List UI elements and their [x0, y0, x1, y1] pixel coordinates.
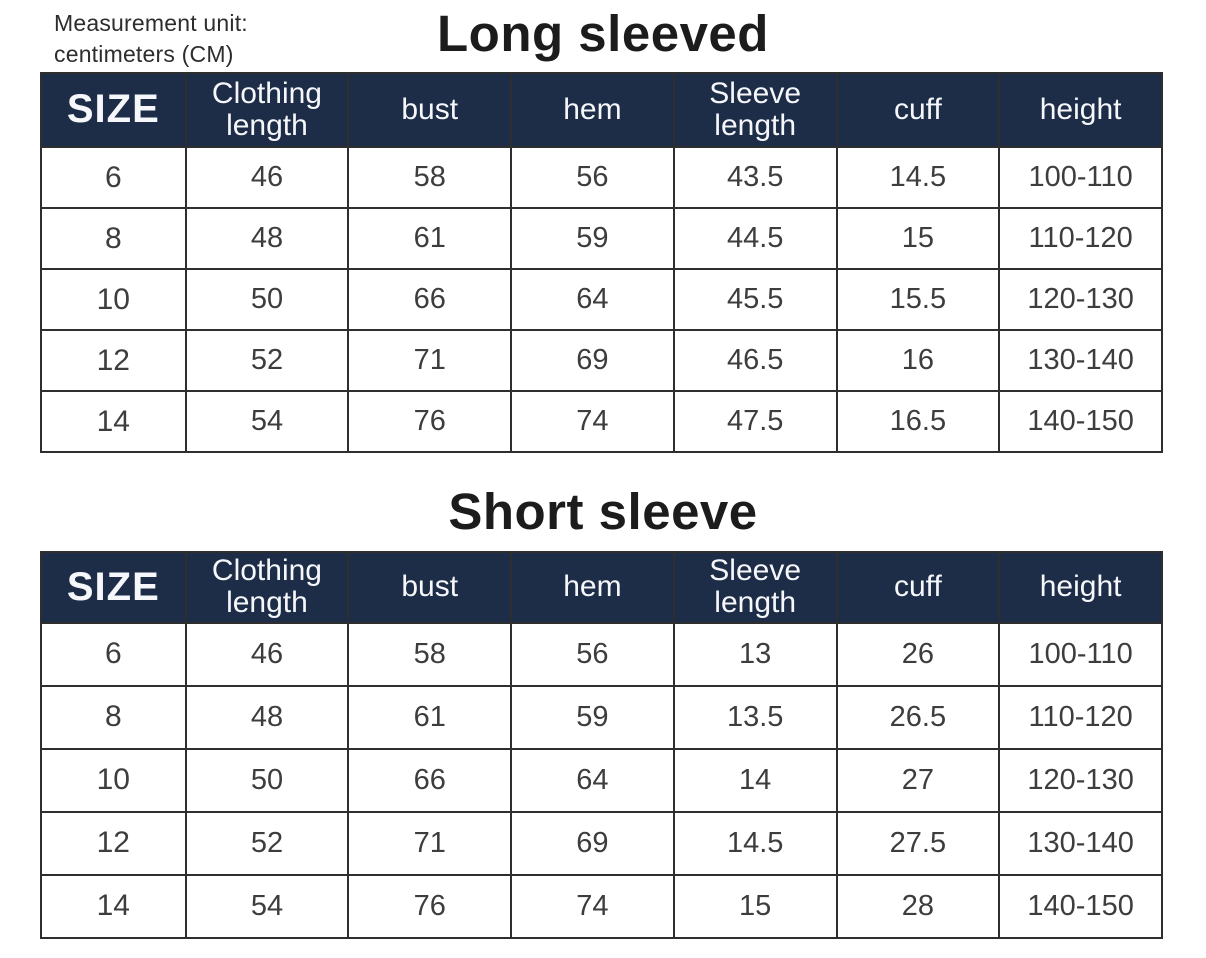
table-body	[41, 623, 1162, 938]
value-cell: 69	[511, 812, 674, 875]
value-cell: 110-120	[999, 208, 1162, 269]
value-cell: 48	[186, 208, 349, 269]
column-header: height	[999, 73, 1162, 147]
value-cell: 120-130	[999, 749, 1162, 812]
column-header: Sleeve length	[674, 552, 837, 623]
value-cell: 61	[348, 208, 511, 269]
size-cell: 10	[41, 749, 186, 812]
table-row	[41, 391, 1162, 452]
table-body	[41, 147, 1162, 452]
value-cell: 14.5	[674, 812, 837, 875]
header-row	[41, 552, 1162, 623]
value-cell: 110-120	[999, 686, 1162, 749]
value-cell: 45.5	[674, 269, 837, 330]
value-cell: 61	[348, 686, 511, 749]
value-cell: 15	[837, 208, 1000, 269]
measurement-unit-line1: Measurement unit:	[54, 10, 248, 36]
value-cell: 46.5	[674, 330, 837, 391]
column-header: Clothing length	[186, 73, 349, 147]
column-header: hem	[511, 73, 674, 147]
column-header: cuff	[837, 552, 1000, 623]
value-cell: 28	[837, 875, 1000, 938]
column-header: cuff	[837, 73, 1000, 147]
value-cell: 50	[186, 269, 349, 330]
value-cell: 64	[511, 749, 674, 812]
value-cell: 56	[511, 147, 674, 208]
value-cell: 100-110	[999, 147, 1162, 208]
value-cell: 26.5	[837, 686, 1000, 749]
size-column-header: SIZE	[41, 552, 186, 623]
value-cell: 66	[348, 269, 511, 330]
table-header	[41, 73, 1162, 147]
value-cell: 74	[511, 875, 674, 938]
table-row	[41, 875, 1162, 938]
value-cell: 26	[837, 623, 1000, 686]
table-row	[41, 147, 1162, 208]
value-cell: 43.5	[674, 147, 837, 208]
value-cell: 54	[186, 391, 349, 452]
column-header: Clothing length	[186, 552, 349, 623]
value-cell: 50	[186, 749, 349, 812]
table-row	[41, 269, 1162, 330]
value-cell: 14.5	[837, 147, 1000, 208]
value-cell: 120-130	[999, 269, 1162, 330]
value-cell: 27.5	[837, 812, 1000, 875]
value-cell: 48	[186, 686, 349, 749]
value-cell: 59	[511, 686, 674, 749]
column-header: height	[999, 552, 1162, 623]
value-cell: 130-140	[999, 812, 1162, 875]
header-row	[41, 73, 1162, 147]
value-cell: 130-140	[999, 330, 1162, 391]
table-row	[41, 208, 1162, 269]
value-cell: 59	[511, 208, 674, 269]
short-sleeve-title: Short sleeve	[448, 483, 758, 540]
table-row	[41, 623, 1162, 686]
value-cell: 54	[186, 875, 349, 938]
short-sleeve-title-wrap	[0, 481, 1206, 541]
size-cell: 12	[41, 330, 186, 391]
value-cell: 140-150	[999, 875, 1162, 938]
column-header: hem	[511, 552, 674, 623]
value-cell: 140-150	[999, 391, 1162, 452]
table-row	[41, 749, 1162, 812]
value-cell: 58	[348, 623, 511, 686]
value-cell: 13	[674, 623, 837, 686]
size-cell: 8	[41, 208, 186, 269]
table-row	[41, 812, 1162, 875]
measurement-unit-line2: centimeters (CM)	[54, 41, 234, 68]
column-header: bust	[348, 552, 511, 623]
table-row	[41, 330, 1162, 391]
table-row	[41, 686, 1162, 749]
size-cell: 6	[41, 623, 186, 686]
column-header: Sleeve length	[674, 73, 837, 147]
value-cell: 58	[348, 147, 511, 208]
size-cell: 14	[41, 391, 186, 452]
value-cell: 47.5	[674, 391, 837, 452]
value-cell: 52	[186, 330, 349, 391]
value-cell: 52	[186, 812, 349, 875]
size-cell: 6	[41, 147, 186, 208]
value-cell: 27	[837, 749, 1000, 812]
value-cell: 66	[348, 749, 511, 812]
value-cell: 76	[348, 391, 511, 452]
size-column-header: SIZE	[41, 73, 186, 147]
value-cell: 15.5	[837, 269, 1000, 330]
value-cell: 13.5	[674, 686, 837, 749]
value-cell: 69	[511, 330, 674, 391]
value-cell: 16	[837, 330, 1000, 391]
size-cell: 14	[41, 875, 186, 938]
value-cell: 64	[511, 269, 674, 330]
value-cell: 74	[511, 391, 674, 452]
page-header	[0, 0, 1206, 72]
value-cell: 14	[674, 749, 837, 812]
value-cell: 16.5	[837, 391, 1000, 452]
value-cell: 76	[348, 875, 511, 938]
long-sleeved-title: Long sleeved	[437, 5, 769, 62]
value-cell: 15	[674, 875, 837, 938]
value-cell: 44.5	[674, 208, 837, 269]
long-sleeved-size-table	[40, 72, 1163, 453]
measurement-unit-note	[54, 8, 248, 70]
short-sleeve-size-table	[40, 551, 1163, 939]
value-cell: 100-110	[999, 623, 1162, 686]
value-cell: 46	[186, 623, 349, 686]
value-cell: 71	[348, 812, 511, 875]
table-header	[41, 552, 1162, 623]
column-header: bust	[348, 73, 511, 147]
size-cell: 8	[41, 686, 186, 749]
value-cell: 56	[511, 623, 674, 686]
value-cell: 46	[186, 147, 349, 208]
size-cell: 12	[41, 812, 186, 875]
value-cell: 71	[348, 330, 511, 391]
size-cell: 10	[41, 269, 186, 330]
